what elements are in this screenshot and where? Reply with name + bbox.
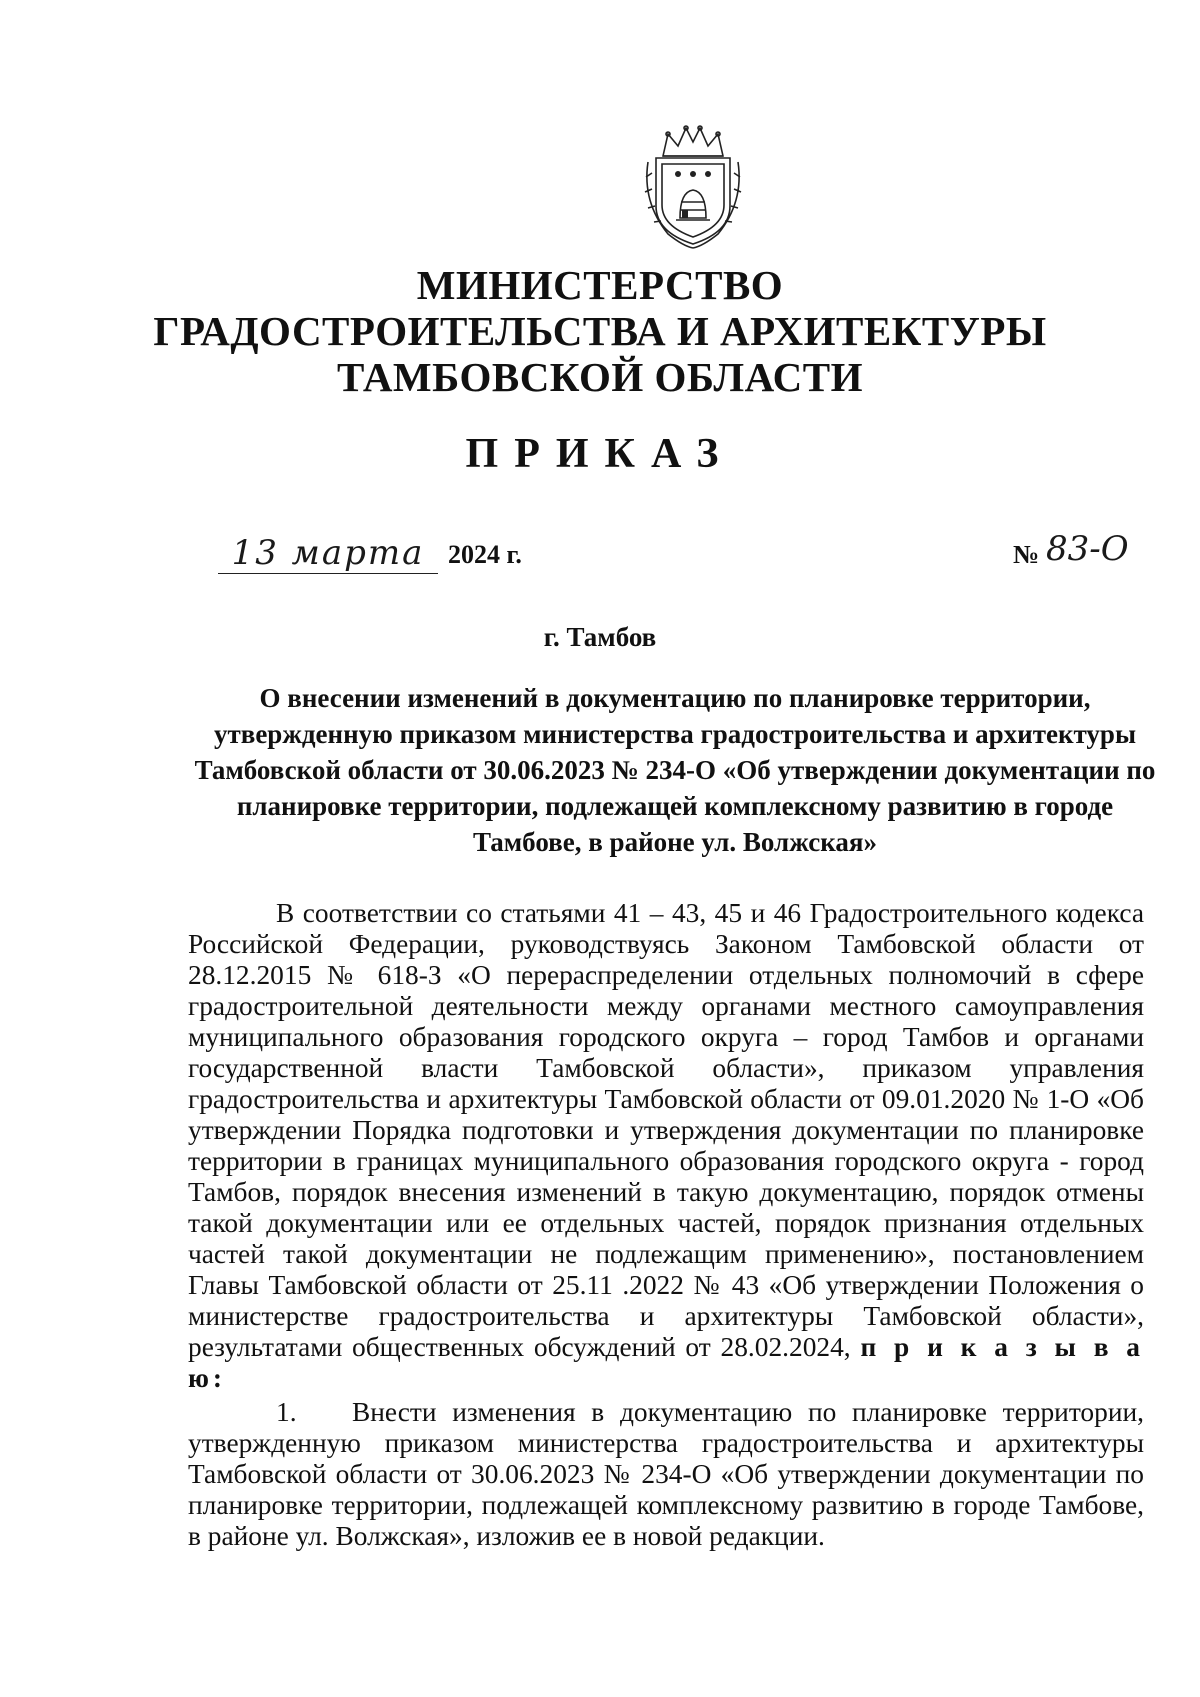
preamble-text: В соответствии со статьями 41 – 43, 45 и 46 Градостроительного кодекса Российской Федерации, руководствуясь Законом Тамбовской области от 28.12.2015 № 618-З «О перераспределении отдельных полномочий в сфере градостроительной деятельности между органами местного самоуправления муниципального образования городского округа – город Тамбов и органами государственной власти Тамбовской области», приказом управления градостроительства и архитектуры Тамбовской области от 09.01.2020 № 1-О «Об утверждении Порядка подготовки и утверждения документации по планировке территории в границах муниципального образования городского округа - город Тамбов, порядок внесения изменений в такую документацию, порядок отмены такой документации или ее отдельных частей, порядок признания отдельных частей такой документации не подлежащим применению», постановлением Главы Тамбовской области от 25.11 .2022 № 43 «Об утверждении Положения о министерстве градостроительства и архитектуры Тамбовской области», результатами общественных обсуждений от 28.02.2024,	[188, 898, 1144, 1362]
order-body	[188, 898, 1144, 1552]
ministry-name-line1: МИНИСТЕРСТВО	[416, 262, 784, 308]
coat-of-arms-icon	[638, 122, 748, 250]
document-type-title: ПРИКАЗ	[465, 431, 735, 477]
city-name: г. Тамбов	[543, 622, 657, 652]
order-subject: О внесении изменений в документацию по планировке территории, утвержденную приказом министерства градостроительства и архитектуры Тамбовской области от 30.06.2023 № 234-О «Об утверждении документации по планировке территории, подлежащей комплексному развитию в городе Тамбове, в районе ул. Волжская»	[194, 683, 1156, 857]
ministry-name-line3: ТАМБОВСКОЙ ОБЛАСТИ	[337, 354, 863, 400]
item-text: Внести изменения в документацию по планировке территории, утвержденную приказом министерства градостроительства и архитектуры Тамбовской области от 30.06.2023 № 234-О «Об утверждении документации по планировке территории, подлежащей комплексному развитию в городе Тамбове, в районе ул. Волжская», изложив ее в новой редакции.	[188, 1397, 1144, 1551]
handwritten-date: 13 марта	[218, 533, 438, 574]
decree-word: п р и к а з ы в а ю:	[188, 1332, 1144, 1393]
ministry-name-line2: ГРАДОСТРОИТЕЛЬСТВА И АРХИТЕКТУРЫ	[153, 308, 1047, 354]
order-item-1	[188, 1397, 1144, 1552]
item-number: 1.	[276, 1397, 297, 1427]
handwritten-order-number: 83-О	[1046, 529, 1129, 569]
date-year: 2024 г.	[448, 540, 522, 569]
number-label: №	[1013, 540, 1040, 569]
date-number-row	[0, 529, 1200, 583]
preamble-paragraph	[188, 898, 1144, 1394]
